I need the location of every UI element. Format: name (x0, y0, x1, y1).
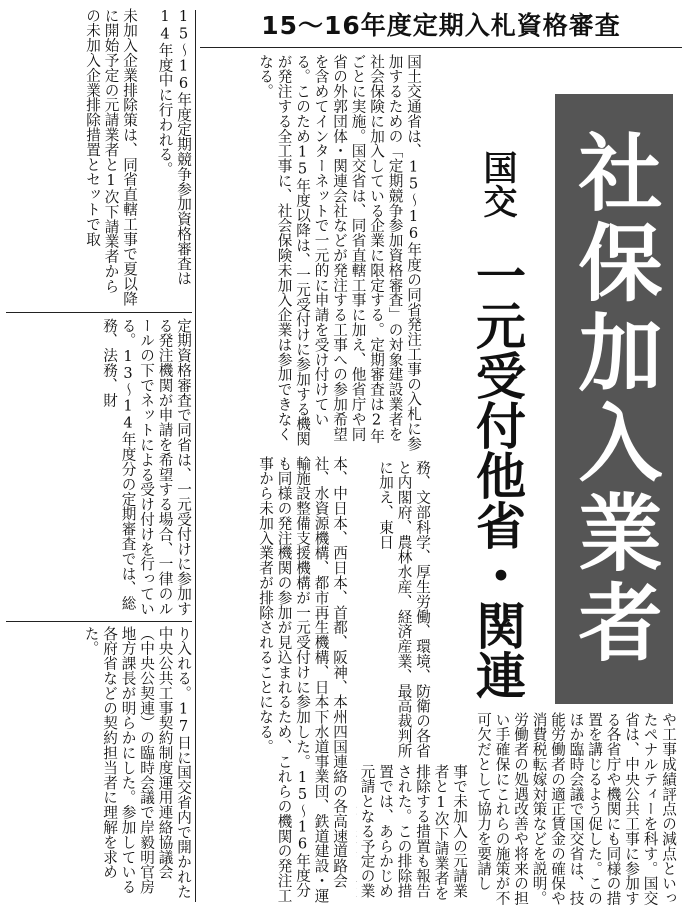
body-column-right-b: 本、中日本、西日本、首都、阪神、本州四国連絡の各高速道路会社、水資源機構、都市再生機構、日本下水道事業団、鉄道建設・運輸施設整備支援機構が一元受付けに参加した。15〜16年度分も同様の発注機関の参加が見込まれるため、これらの機関の発注工事から未加入業者が排除されることになる。 (257, 456, 348, 903)
subheadline-ministry: 国交 (477, 150, 517, 218)
body-column-left-b: 定期資格審査で同省は、一元受付けに参加する発注機関が申請を希望する場合、一律のルールの下でネットによる受け付けを行っている。13〜14年度分の定期審査では、総務、法務、財 (101, 318, 192, 616)
left-tier-rule-1 (6, 312, 192, 313)
lead-paragraph: 国土交通省は、15〜16年度の同省発注工事の入札に参加するための「定期競争参加資格審査」の対象建設業者を社会保険に加入している企業に限定する。定期審査は2年ごとに実施。国交省は、同省直轄工事に加え、他省庁や同省の外郭団体・関連会社などが発注する工事への参加希望を含めてインターネットで一元的に申請を受け付けている。このため15年度以降は、一元受付けに参加する機関が発注する全工事に、社会保険未加入企業は参加できなくなる。 (257, 54, 422, 451)
main-headline: 社保加入業者 (555, 94, 673, 704)
header-rule (200, 47, 682, 48)
body-column-right-a: 務、文部科学、厚生労働、環境、防衛の各省と内閣府、農林水産、経済産業、最高裁判所に加え、東日 (377, 460, 431, 758)
subheadline: 一元受付他省・関連 (468, 250, 526, 700)
body-column-left-c: り入れる。17日に国交省内で開かれた中央公共工事契約制度運用連絡協議会（中央公契連）の臨時会議で岸毅明官房地方課長が明らかにした。参加している各府省などの契約担当者に理解を求めた。 (82, 626, 192, 899)
left-tier-rule-2 (6, 621, 192, 622)
body-column-left-d: 未加入企業排除策は、同省直轄工事で夏以降に開始予定の元請業者と1次下請業者からの未加入企業排除措置とセットで取 (84, 8, 138, 306)
body-column-right-d: や工事成績評点の減点といったペナルティーを科す。国交省は、中央公共工事に参加する各省庁や機関にも同様の措置を講じるよう促した。このほか臨時会議で国交省は、技能労働者の適正賃金の確保や消費税転嫁対策などを説明。労働者の処遇改善や将来の担い手確保にこれらの施策が不可欠だとして協力を要請し (475, 712, 677, 906)
column-divider (195, 10, 196, 902)
top-headline: 15〜16年度定期入札資格審査 (261, 11, 621, 40)
body-column-right-c: 事で未加入の元請業者と1次下請業者を排除する措置も報告された。この排除措置では、あらかじめ元請となる予定の業 (358, 764, 468, 901)
body-column-left-a: 15〜16年度定期競争参加資格審査は14年度中に行われる。 (156, 8, 192, 286)
